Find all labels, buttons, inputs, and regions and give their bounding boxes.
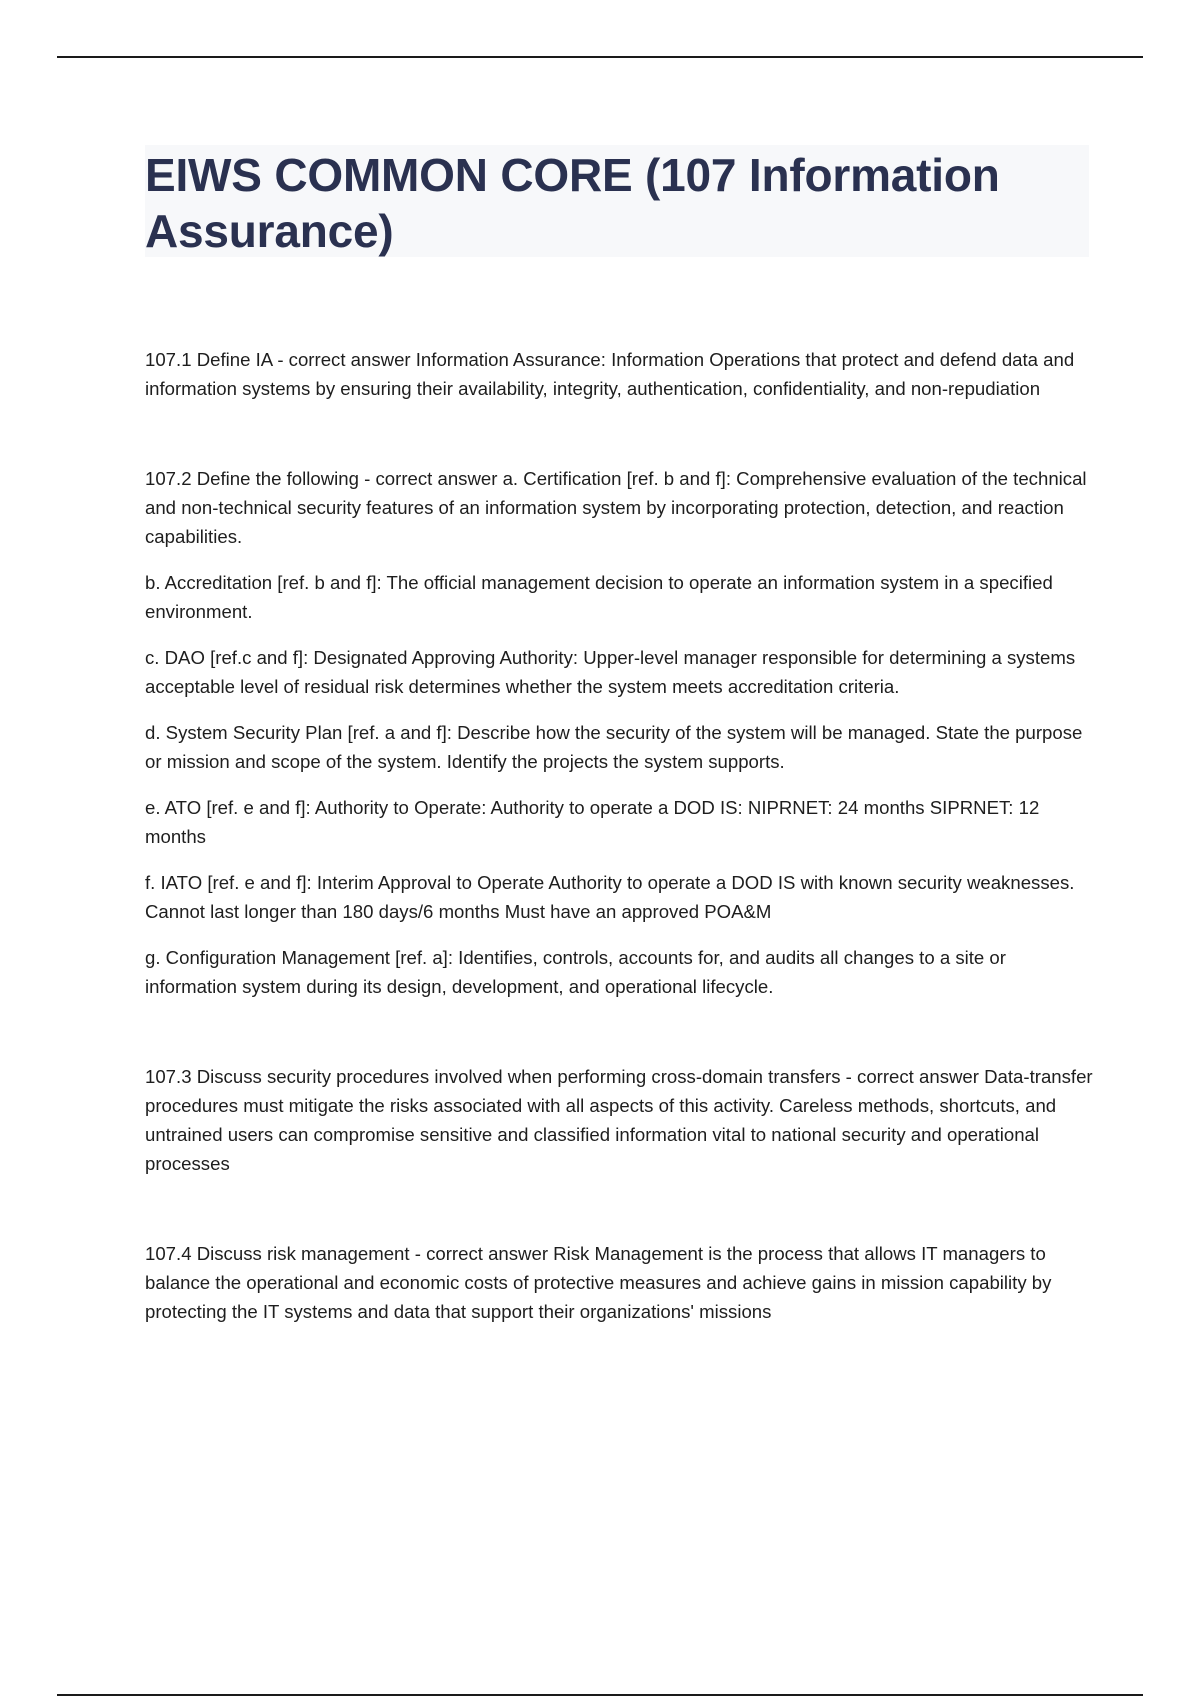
qa-paragraph: c. DAO [ref.c and f]: Designated Approving Authority: Upper-level manager responsible for determining a systems acceptable level of residual risk determines whether the system meets accreditation criteria. — [145, 647, 1076, 697]
qa-paragraph: 107.3 Discuss security procedures involved when performing cross-domain transfers - correct answer Data-transfer procedures must mitigate the risks associated with all aspects of this activity. Careless methods, shortcuts, and untrained users can compromise sensitive and classified information vital to national security and operational processes — [145, 1066, 1093, 1174]
qa-paragraph: g. Configuration Management [ref. a]: Identifies, controls, accounts for, and audits all changes to a site or information system during its design, development, and operational lifecycle. — [145, 947, 1006, 997]
qa-paragraph: b. Accreditation [ref. b and f]: The official management decision to operate an information system in a specified environment. — [145, 572, 1053, 622]
top-rule — [57, 56, 1143, 58]
qa-paragraph: e. ATO [ref. e and f]: Authority to Operate: Authority to operate a DOD IS: NIPRNET: 24 months SIPRNET: 12 months — [145, 797, 1040, 847]
qa-entry-107-2 — [145, 464, 1095, 1001]
qa-entry-107-4 — [145, 1239, 1095, 1326]
qa-paragraph: 107.1 Define IA - correct answer Information Assurance: Information Operations that protect and defend data and information systems by ensuring their availability, integrity, authentication, confidentiality, and non-repudiation — [145, 349, 1075, 399]
qa-paragraph: d. System Security Plan [ref. a and f]: Describe how the security of the system will be managed. State the purpose or mission and scope of the system. Identify the projects the system supports. — [145, 722, 1083, 772]
bottom-rule — [57, 1694, 1143, 1696]
document-title: EIWS COMMON CORE (107 Information Assurance) — [145, 149, 1000, 257]
qa-paragraph: 107.2 Define the following - correct answer a. Certification [ref. b and f]: Comprehensive evaluation of the technical and non-technical security features of an information system by incorporating protection, detection, and reaction capabilities. — [145, 468, 1087, 547]
qa-paragraph: 107.4 Discuss risk management - correct answer Risk Management is the process that allows IT managers to balance the operational and economic costs of protective measures and achieve gains in mission capability by protecting the IT systems and data that support their organizations' missions — [145, 1243, 1052, 1322]
qa-entry-107-1 — [145, 345, 1095, 403]
document-body — [145, 345, 1095, 1326]
qa-paragraph: f. IATO [ref. e and f]: Interim Approval to Operate Authority to operate a DOD IS with known security weaknesses. Cannot last longer than 180 days/6 months Must have an approved POA&M — [145, 872, 1075, 922]
qa-entry-107-3 — [145, 1062, 1095, 1178]
